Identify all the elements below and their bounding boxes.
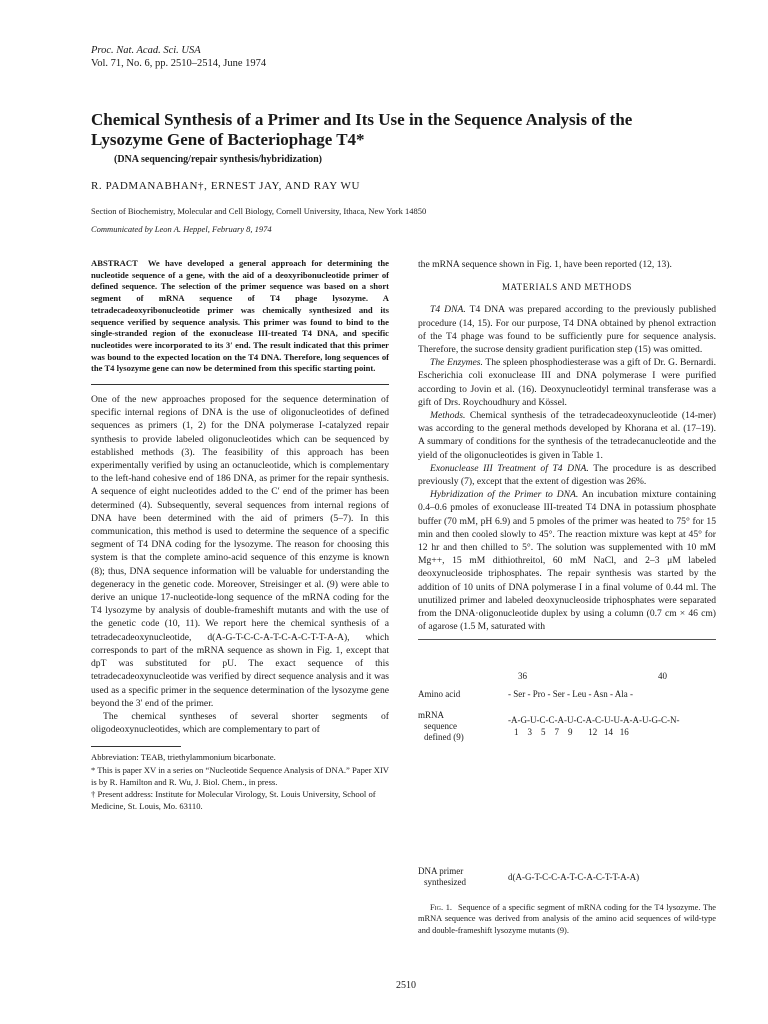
materials-methods-heading: MATERIALS AND METHODS [501,282,633,293]
keywords: (DNA sequencing/repair synthesis/hybridization) [114,154,322,165]
footnote-abbreviation: Abbreviation: TEAB, triethylammonium bicarbonate. [91,752,276,763]
primer-label-line1: DNA primer [418,866,464,876]
residue-36: 36 [518,671,527,682]
primer-label-line2: synthesized [424,877,466,887]
caption-label: Fig. 1. [430,903,452,912]
caption-text: Sequence of a specific segment of mRNA coding for the T4 lysozyme. The mRNA sequence was derived from analysis of the amino acid sequences of wild-type and double-frameshift lysozyme mutants (9). [418,903,716,935]
enzymes-subhead: The Enzymes. [430,357,483,369]
figure-caption [418,902,716,936]
footnote-star: * This is paper XV in a series on “Nucleotide Sequence Analysis of DNA.” Paper XIV is by R. Hamilton and R. Wu, J. Biol. Chem., in press. [91,764,389,787]
authors: R. PADMANABHAN†, ERNEST JAY, AND RAY WU [91,180,361,192]
page-number: 2510 [396,980,416,991]
journal-volume: Vol. 71, No. 6, pp. 2510–2514, June 1974 [91,58,267,69]
intro-paragraph-1: One of the new approaches proposed for the sequence determination of specific internal regions of DNA is the use of oligonucleotides of defined sequences as primers (1, 2) for the DNA polymerase I-catalyzed repair synthesis to provide labeled oligonucleotides which can be sequenced by established methods (3). The feasibility of this approach has been experimentally verified by using an octanucleotide, which is complementary to the left-hand cohesive end of 186 DNA, as primer for the repair synthesis. A sequence of eight nucleotides added to the C′ end of the primer has been determined (4). Subsequently, several sequences from internal regions of DNA have been determined with the aid of primers (5–7). In this communication, this method is used to determine the sequence of a specific segment of T4 DNA coding for the lysozyme. The reason for choosing this system is that the complete amino-acid sequence of this enzyme is known (8); thus, DNA sequence information will be valuable for understanding the degeneracy in the genetic code. Moreover, Streisinger et al. (9) were able to derive an unique 17-nucleotide-long sequence of the mRNA coding for the T4 lysozyme by analysis of double-frameshift mutants and with the use of the genetic code (10, 11). We report here the chemical synthesis of a tetradecadeoxynucleotide, d(A-G-T-C-C-A-T-C-A-C-T-T-A-A), which corresponds to part of the mRNA sequence as shown in Fig. 1, except that dpT was substituted for pU. The exact sequence of this tetradecadeoxynucleotide was verified by direct sequence analysis and it was used as a specific primer in the sequence determination of the lysozyme gene beyond the 3′ end of the primer. [91,394,389,709]
communicated-by: Communicated by Leon A. Heppel, February 8, 1974 [91,224,272,234]
figure-top-rule [418,639,716,640]
mrna-sequence: -A-G-U-C-C-A-U-C-A-C-U-U-A-A-U-G-C-N- [508,715,680,726]
left-column [91,258,389,813]
methods-paragraph [418,409,716,462]
figure-1 [418,652,716,812]
hybridization-subhead: Hybridization of the Primer to DNA. [430,489,579,501]
abstract [91,258,389,375]
intro-paragraph-2: The chemical syntheses of several shorter segments of oligodeoxynucleotides, which are complementary to part of [91,710,389,736]
paper-title: Chemical Synthesis of a Primer and Its Use in the Sequence Analysis of the Lysozyme Gene of Bacteriophage T4* [91,110,633,149]
primer-sequence: d(A-G-T-C-C-A-T-C-A-C-T-T-A-A) [508,872,640,882]
journal-name: Proc. Nat. Acad. Sci. USA [91,45,201,56]
amino-acid-label: Amino acid [418,689,461,700]
residue-numbers [508,670,708,682]
t4dna-paragraph [418,303,716,356]
intro-continued: the mRNA sequence shown in Fig. 1, have been reported (12, 13). [418,259,672,270]
footnote-dagger: † Present address: Institute for Molecular Virology, St. Louis University, School of Medicine, St. Louis, Mo. 63110. [91,789,376,811]
enzymes-text: The spleen phosphodiesterase was a gift of Dr. G. Bernardi. Escherichia coli exonuclease III and DNA polymerase I were purified according to Jovin et al. (16). Deoxynucleotidyl terminal transferase was a gift of Drs. Roychoudhury and Kössel. [418,357,716,408]
journal-header [91,44,266,70]
exonuclease-subhead: Exonuclease III Treatment of T4 DNA. [430,462,589,474]
footnotes [91,752,389,812]
mrna-label [418,710,464,743]
amino-acid-sequence: - Ser - Pro - Ser - Leu - Asn - Ala - [508,689,633,700]
footnote-rule [91,746,181,747]
mrna-label-line3: defined (9) [424,732,464,743]
t4dna-text: T4 DNA was prepared according to the previously published procedure (14, 15). For our purpose, T4 DNA obtained by phenol extraction of the T4 phage was found to be sufficiently pure for sequence analysis. Therefore, the sucrose density gradient purification step (15) was omitted. [418,304,716,356]
exonuclease-paragraph [418,462,716,488]
affiliation: Section of Biochemistry, Molecular and Cell Biology, Cornell University, Ithaca, New York 14850 [91,206,427,216]
abstract-rule [91,384,389,385]
residue-40: 40 [658,671,667,682]
methods-text: Chemical synthesis of the tetradecadeoxynucleotide (14-mer) was according to the general methods developed by Khorana et al. (17–19). A summary of conditions for the synthesis of the tetradecanucleotide and the yield of the oligonucleotides is given in Table 1. [418,410,716,461]
right-column [418,258,716,812]
hybridization-text: An incubation mixture containing 0.4–0.6 pmoles of exonuclease III-treated T4 DNA in potassium phosphate buffer (70 mM, pH 6.9) and 5 pmoles of the primer was heated to 75° for 15 min and then cooled slowly to 45°. The reaction mixture was kept at 45° for 12 hr and then chilled to 5°. The solution was supplemented with 10 mM Mg++, 15 mM dithiothreitol, 60 mM NaCl, and 2–3 μM labeled deoxynucleoside triphosphates. The repair synthesis was started by the addition of 10 units of DNA polymerase I in a final volume of 0.44 ml. The unutilized primer and labeled deoxynucleoside triphosphates were separated from the DNA·oligonucleotide duplex by using a column (0.7 cm × 46 cm) of agarose (1.5 M, saturated with [418,489,716,633]
abstract-text: We have developed a general approach for determining the nucleotide sequence of a gene, with the aid of a deoxyribonucleotide primer of defined sequence. The selection of the primer sequence was based on a short segment of mRNA sequence of T4 phage lysozyme. A tetradecadeoxyribonucleotide primer was chemically synthesized and its sequence verified by sequence analysis. This primer was found to bind to the single-stranded region of the exonuclease III-treated T4 DNA, and specific nucleotides were incorporated to its 3′ end. The result indicated that this primer was bound to the expected location on the T4 DNA. Therefore, long sequences of the T4 lysozyme gene can now be determined from this specific starting point. [91,258,389,374]
abstract-label: ABSTRACT [91,258,138,268]
methods-subhead: Methods. [430,410,466,422]
primer-label [418,866,466,888]
mrna-label-line1: mRNA [418,710,445,721]
exonuclease-text: The procedure is as described previously (7), except that the extent of digestion was 26%. [418,462,716,488]
mrna-label-line2: sequence [424,721,457,732]
t4dna-subhead: T4 DNA. [430,304,466,316]
hybridization-paragraph [418,488,716,633]
enzymes-paragraph [418,356,716,409]
mrna-positions: 1 3 5 7 9 12 14 16 [514,727,629,738]
